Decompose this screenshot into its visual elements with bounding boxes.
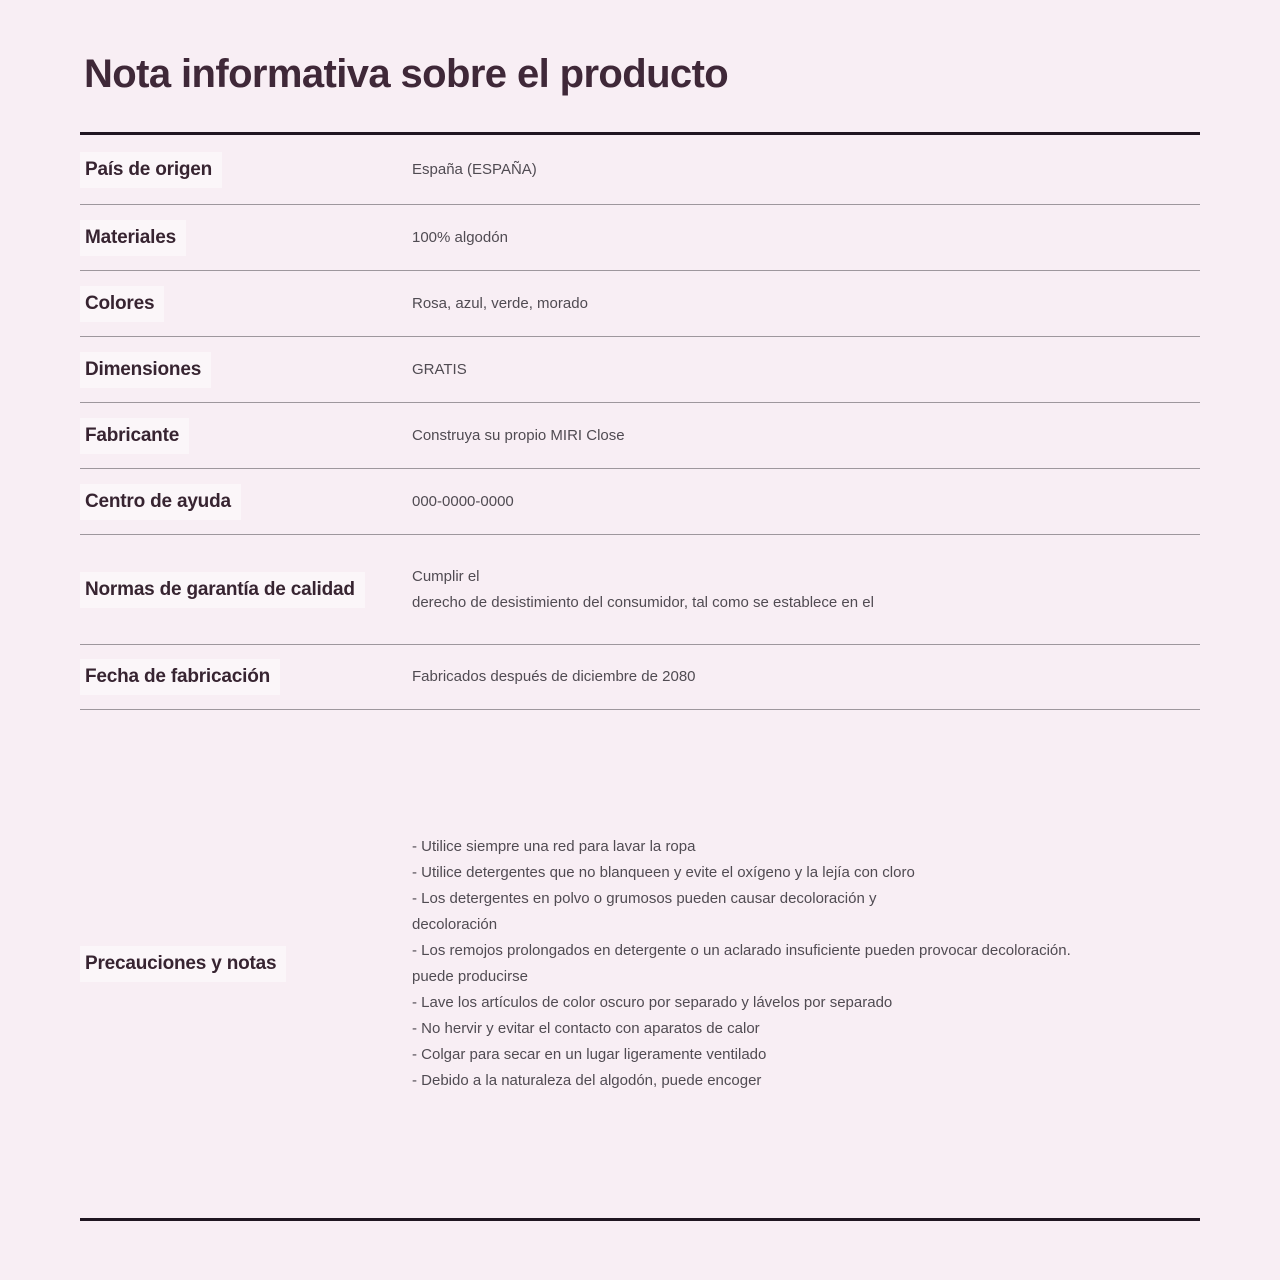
- row-value: Rosa, azul, verde, morado: [412, 294, 588, 312]
- precaution-line: - Los remojos prolongados en detergente o un aclarado insuficiente pueden provocar decoloración.: [412, 942, 1071, 959]
- row-value: Construya su propio MIRI Close: [412, 426, 625, 444]
- row-value: 000-0000-0000: [412, 492, 514, 510]
- row-label: Precauciones y notas: [80, 946, 412, 982]
- precaution-line: - Lave los artículos de color oscuro por separado y lávelos por separado: [412, 994, 893, 1011]
- info-row-dimensiones: [80, 337, 1200, 403]
- info-row-materiales: [80, 205, 1200, 271]
- row-value: GRATIS: [412, 360, 467, 378]
- row-label: País de origen: [80, 152, 412, 188]
- info-row-centro-de-ayuda: [80, 469, 1200, 535]
- precaution-line: puede producirse: [412, 968, 528, 985]
- info-row-colores: [80, 271, 1200, 337]
- page-title: Nota informativa sobre el producto: [84, 52, 729, 96]
- precaution-line: - Utilice detergentes que no blanqueen y evite el oxígeno y la lejía con cloro: [412, 864, 915, 881]
- info-row-precauciones: [80, 710, 1200, 1218]
- row-value: Fabricados después de diciembre de 2080: [412, 668, 696, 685]
- bottom-rule: [80, 1218, 1200, 1221]
- row-label: Centro de ayuda: [80, 484, 412, 520]
- precaution-line: - Utilice siempre una red para lavar la ropa: [412, 838, 696, 855]
- precaution-line: - Debido a la naturaleza del algodón, puede encoger: [412, 1072, 762, 1089]
- row-label: Dimensiones: [80, 352, 412, 388]
- info-row-fecha-fabricacion: [80, 645, 1200, 710]
- info-row-pais-de-origen: [80, 135, 1200, 205]
- precaution-line: - Colgar para secar en un lugar ligeramente ventilado: [412, 1046, 767, 1063]
- row-label: Normas de garantía de calidad: [80, 572, 412, 608]
- product-info-page: [80, 0, 1200, 1221]
- value-line: derecho de desistimiento del consumidor, tal como se establece en el: [412, 593, 874, 611]
- row-value: 100% algodón: [412, 228, 508, 246]
- precaution-line: - No hervir y evitar el contacto con aparatos de calor: [412, 1020, 760, 1037]
- product-info-table: [80, 135, 1200, 1218]
- row-label: Fabricante: [80, 418, 412, 454]
- row-value: [412, 564, 874, 616]
- row-value: España (ESPAÑA): [412, 160, 537, 178]
- precautions-list: [412, 834, 1071, 1094]
- value-line: Cumplir el: [412, 567, 480, 585]
- row-label: Fecha de fabricación: [80, 659, 412, 695]
- row-label: Colores: [80, 286, 412, 322]
- row-label: Materiales: [80, 220, 412, 256]
- info-row-fabricante: [80, 403, 1200, 469]
- info-row-normas-garantia: [80, 535, 1200, 645]
- precaution-line: - Los detergentes en polvo o grumosos pueden causar decoloración y: [412, 890, 877, 907]
- precaution-line: decoloración: [412, 916, 498, 933]
